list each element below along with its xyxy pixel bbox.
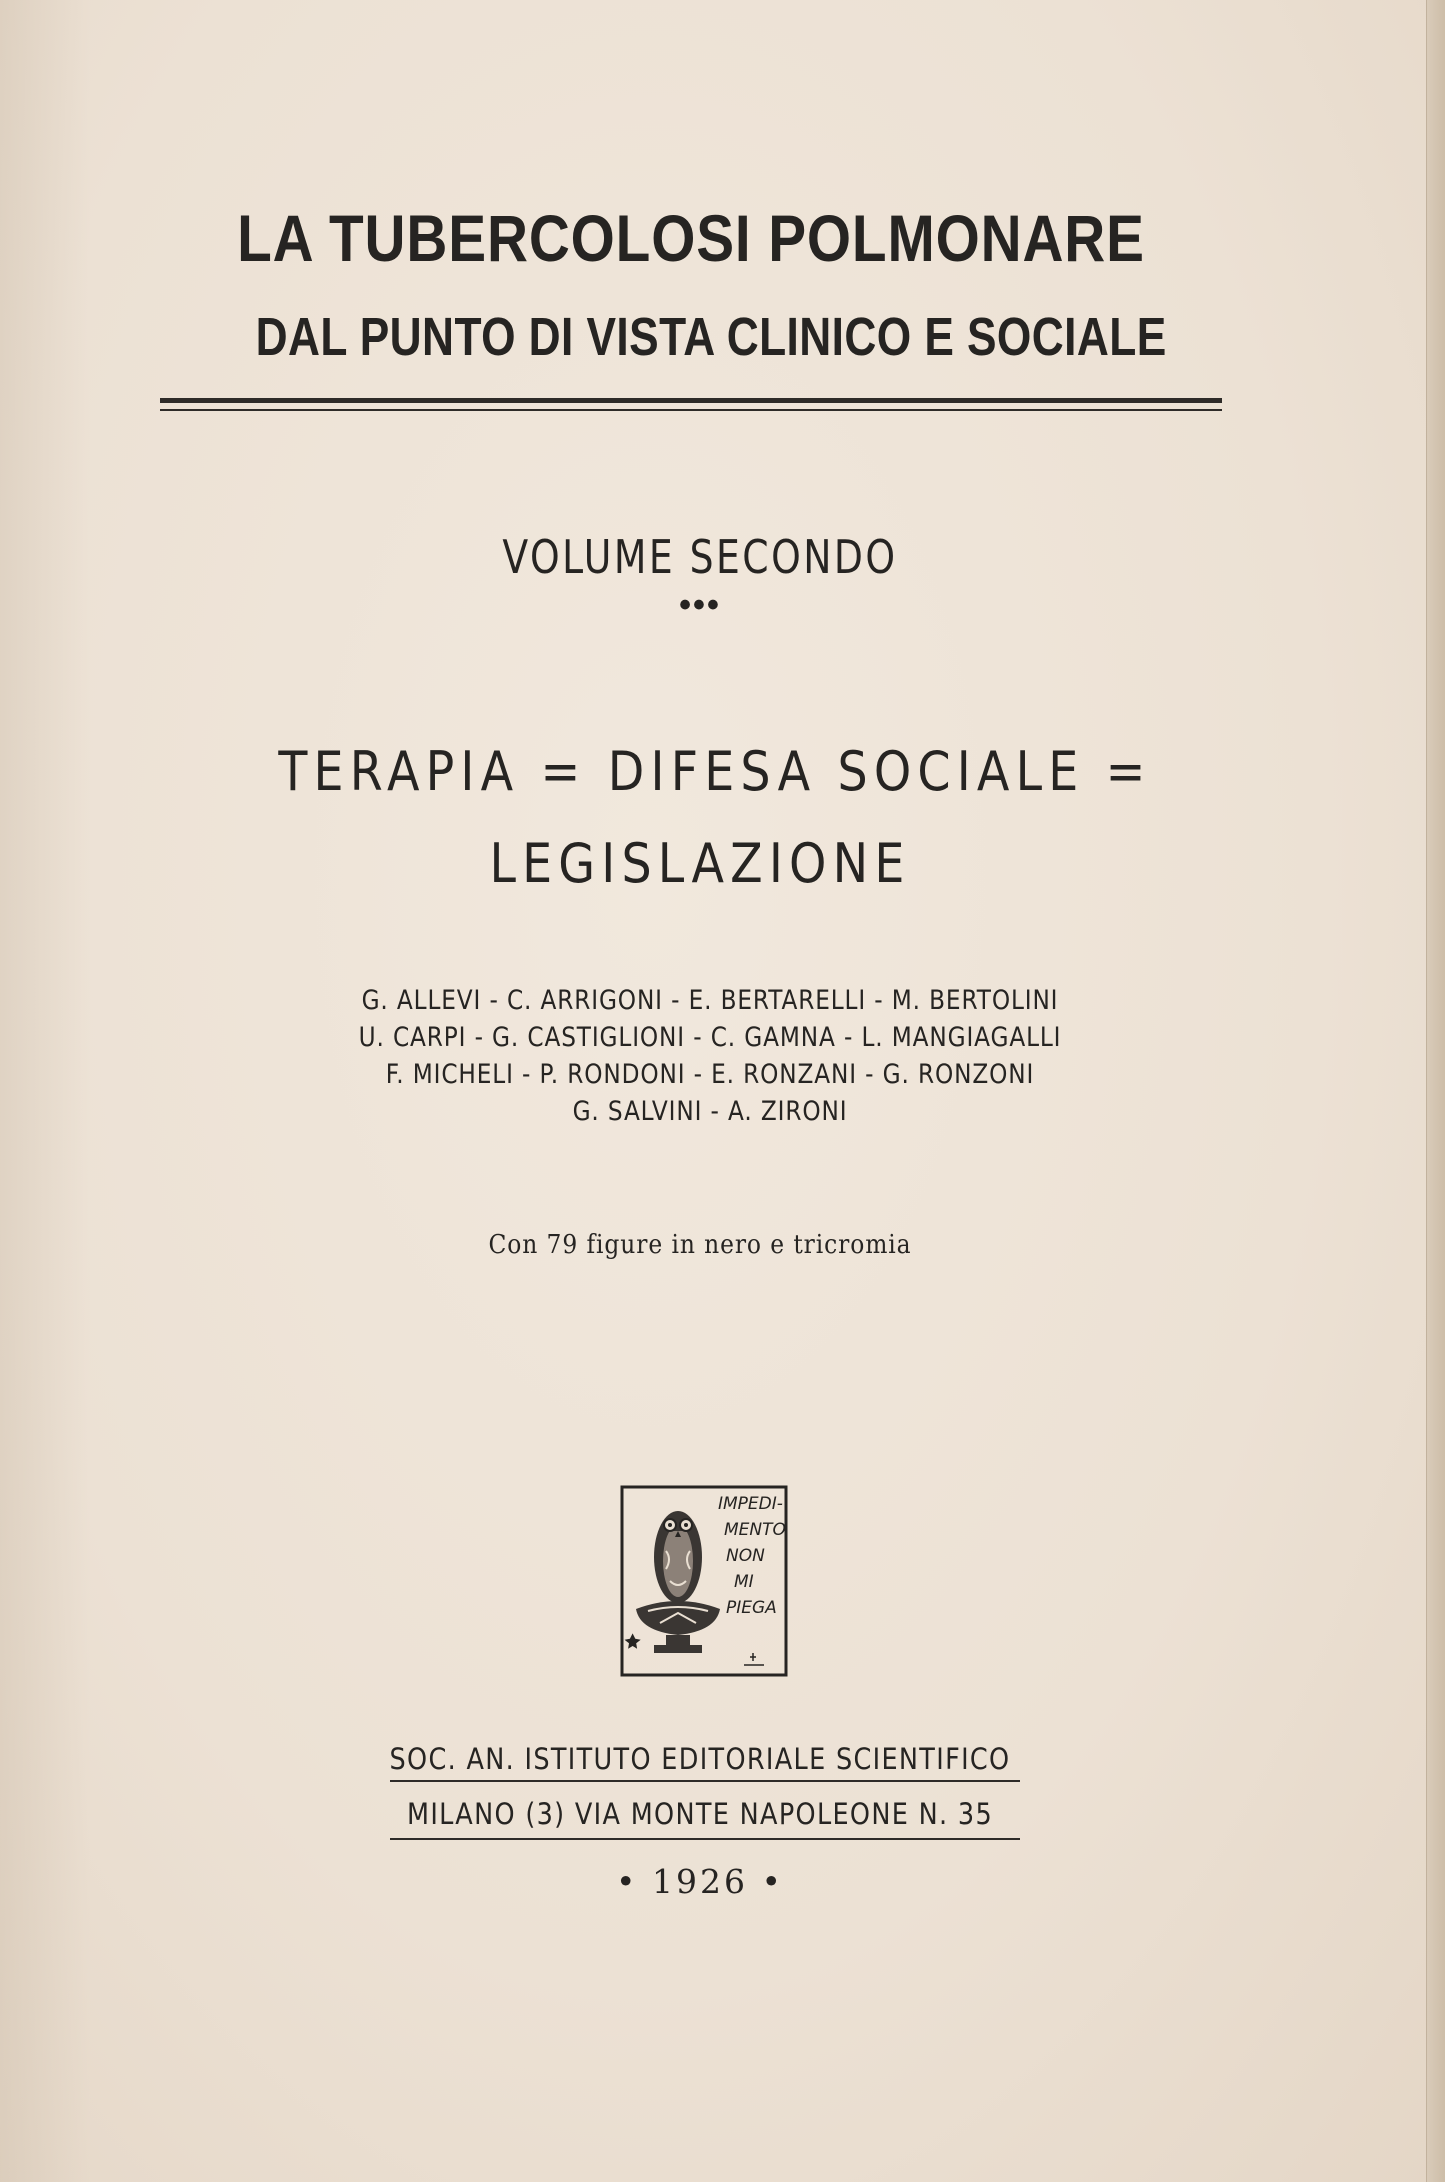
ornament-dots: ••• xyxy=(679,586,721,624)
page-shadow xyxy=(0,0,90,2182)
title-rule-thin xyxy=(160,409,1222,411)
authors-line-3: F. MICHELI - P. RONDONI - E. RONZANI - G. RONZONI xyxy=(385,1059,1035,1090)
motto-line-1: IMPEDI- xyxy=(718,1494,783,1514)
authors-line-4: G. SALVINI - A. ZIRONI xyxy=(572,1096,848,1127)
book-gutter xyxy=(1426,0,1445,2182)
printer-mark-owl-icon xyxy=(620,1485,788,1677)
figures-note: Con 79 figure in nero e tricromia xyxy=(488,1230,912,1260)
publisher-address: MILANO (3) VIA MONTE NAPOLEONE N. 35 xyxy=(406,1797,994,1831)
motto-line-2: MENTO xyxy=(724,1520,786,1540)
authors-line-2: U. CARPI - G. CASTIGLIONI - C. GAMNA - L. MANGIAGALLI xyxy=(358,1022,1062,1053)
publisher-rule-2 xyxy=(390,1838,1020,1840)
main-title: LA TUBERCOLOSI POLMONARE xyxy=(237,201,1145,275)
subject-line-2: LEGISLAZIONE xyxy=(489,832,911,895)
subject-line-1: TERAPIA = DIFESA SOCIALE = xyxy=(278,740,1152,803)
publisher-name: SOC. AN. ISTITUTO EDITORIALE SCIENTIFICO xyxy=(389,1742,1011,1776)
motto-line-3: NON xyxy=(726,1546,765,1566)
motto-line-5: PIEGA xyxy=(726,1598,777,1618)
volume-label: VOLUME SECONDO xyxy=(502,530,898,584)
publisher-rule-1 xyxy=(390,1780,1020,1782)
title-rule-thick xyxy=(160,398,1222,403)
motto-line-4: MI xyxy=(734,1572,754,1592)
authors-line-1: G. ALLEVI - C. ARRIGONI - E. BERTARELLI - M. BERTOLINI xyxy=(361,985,1059,1016)
publication-year: • 1926 • xyxy=(616,1862,784,1901)
subtitle: DAL PUNTO DI VISTA CLINICO E SOCIALE xyxy=(255,307,1167,367)
